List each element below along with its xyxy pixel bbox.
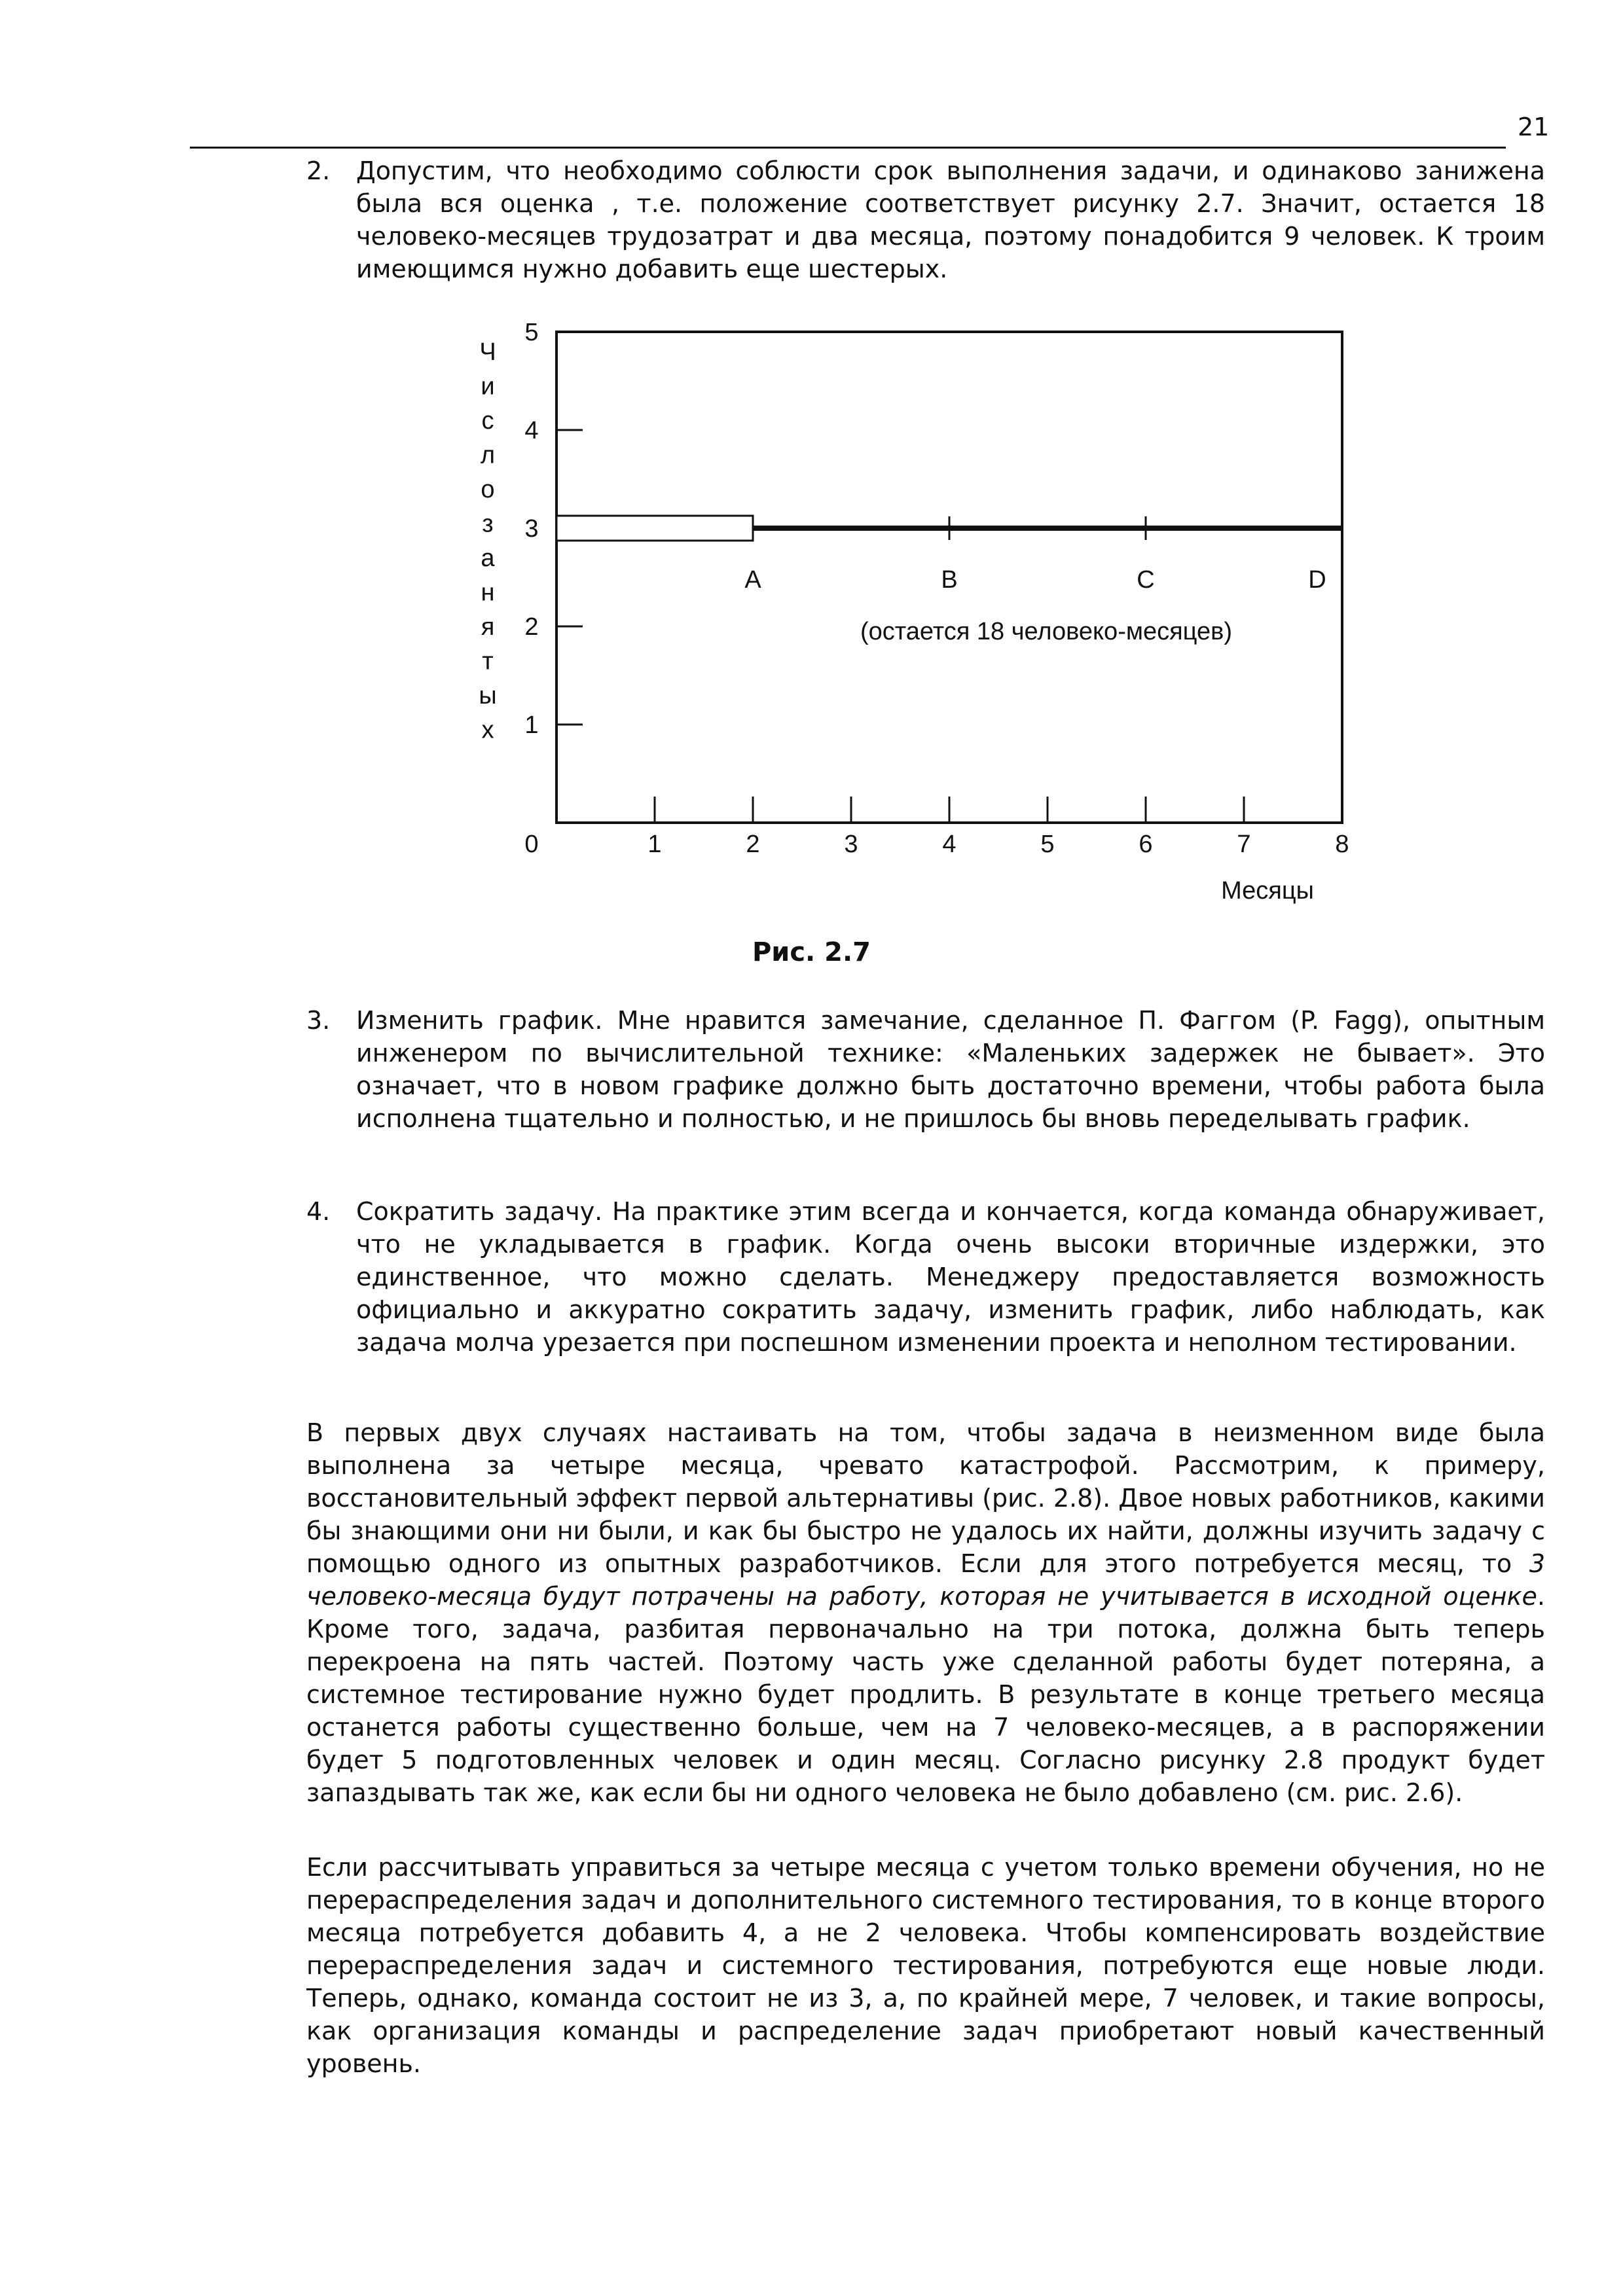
emphasis-text: 3 человеко-месяца будут потрачены на работу, которая не учитывается в исходной оценке (306, 1549, 1545, 1611)
header-rule (190, 147, 1506, 149)
y-tick-label: 2 (524, 613, 539, 641)
page-number: 21 (1518, 113, 1550, 141)
paragraph-text: . Кроме того, задача, разбитая первоначально на три потока, должна быть теперь перекроена на пять частей. Поэтому часть уже сделанной работы будет потеряна, а системное тестирование нужно будет продлить. В результате в конце третьего месяца останется работы существенно больше, чем на 7 человеко-месяцев, а в распоряжении будет 5 подготовленных человек и один месяц. Согласно рисунку 2.8 продукт будет запаздывать так же, как если бы ни одного человека не было добавлено (см. рис. 2.6). (306, 1582, 1545, 1807)
x-tick-label: 0 (524, 831, 539, 858)
y-axis-label-letter: Ч (479, 338, 496, 366)
completed-work-bar (556, 516, 753, 541)
x-tick-label: 3 (844, 831, 858, 858)
list-number: 3. (306, 1006, 331, 1035)
milestone-label: D (1308, 566, 1326, 594)
x-tick-label: 5 (1040, 831, 1055, 858)
y-axis-label-letter: н (481, 579, 495, 607)
y-tick-label: 1 (524, 711, 539, 739)
milestone-label: C (1137, 566, 1155, 594)
y-tick-label: 4 (524, 417, 539, 444)
x-axis (524, 797, 1349, 858)
y-tick-label: 3 (524, 515, 539, 543)
x-tick-label: 6 (1139, 831, 1153, 858)
y-axis-label (479, 338, 496, 744)
y-axis-label-letter: х (481, 716, 494, 744)
figure-chart (445, 308, 1375, 923)
list-number: 4. (306, 1197, 331, 1226)
list-text: Допустим, что необходимо соблюсти срок выполнения задачи, и одинаково занижена была вся оценка , т.е. положение соответствует рисунку 2.7. Значит, остается 18 человеко-месяцев трудозатрат и два месяца, поэтому понадобится 9 человек. К троим имеющимся нужно добавить еще шестерых. (356, 156, 1545, 283)
x-tick-label: 4 (942, 831, 957, 858)
y-axis-label-letter: л (480, 441, 496, 469)
paragraph-text: В первых двух случаях настаивать на том, чтобы задача в неизменном виде была выполнена за четыре месяца, чревато катастрофой. Рассмотрим, к примеру, восстановительный эффект первой альтернативы (рис. 2.8). Двое новых работников, какими бы знающими они ни были, и как бы быстро не удалось их найти, должны изучить задачу с помощью одного из опытных разработчиков. Если для этого потребуется месяц, то (306, 1418, 1545, 1578)
list-item-4 (306, 1195, 1545, 1359)
list-text: Сократить задачу. На практике этим всегда и кончается, когда команда обнаруживает, что не укладывается в график. Когда очень высоки вторичные издержки, это единственное, что можно сделать. Менеджеру предоставляется возможность официально и аккуратно сократить задачу, изменить график, либо наблюдать, как задача молча урезается при поспешном изменении проекта и неполном тестировании. (356, 1197, 1545, 1357)
list-text: Изменить график. Мне нравится замечание, сделанное П. Фаггом (P. Fagg), опытным инженером по вычислительной технике: «Маленьких задержек не бывает». Это означает, что в новом графике должно быть достаточно времени, чтобы работа была исполнена тщательно и полностью, и не пришлось бы вновь переделывать график. (356, 1006, 1545, 1133)
y-axis-label-letter: ы (479, 682, 497, 709)
y-axis-label-letter: з (482, 510, 494, 538)
body-paragraph-1 (306, 1416, 1545, 1809)
y-tick-label: 5 (524, 319, 539, 346)
y-axis-label-letter: а (481, 545, 495, 572)
x-tick-label: 1 (647, 831, 662, 858)
y-axis-label-letter: и (481, 372, 495, 401)
x-tick-label: 2 (746, 831, 760, 858)
y-axis-label-letter: т (482, 647, 494, 675)
milestone-label: A (744, 566, 761, 594)
chart-annotation: (остается 18 человеко-месяцев) (860, 618, 1232, 645)
y-axis-label-letter: о (481, 476, 495, 503)
figure-caption: Рис. 2.7 (752, 937, 871, 967)
list-item-2 (306, 154, 1545, 285)
x-axis-label: Месяцы (1221, 877, 1314, 905)
milestone-label: B (941, 566, 958, 594)
list-item-3 (306, 1004, 1545, 1135)
list-number: 2. (306, 156, 331, 185)
x-tick-label: 8 (1335, 831, 1349, 858)
x-tick-label: 7 (1237, 831, 1251, 858)
y-axis-label-letter: с (481, 407, 494, 435)
body-paragraph-2: Если рассчитывать управиться за четыре месяца с учетом только времени обучения, но не перераспределения задач и дополнительного системного тестирования, то в конце второго месяца потребуется добавить 4, а не 2 человека. Чтобы компенсировать воздействие перераспределения задач и системного тестирования, потребуются еще новые люди. Теперь, однако, команда состоит не из 3, а, по крайней мере, 7 человек, и такие вопросы, как организация команды и распределение задач приобретают новый качественный уровень. (306, 1853, 1545, 2078)
y-axis-label-letter: я (481, 613, 495, 641)
